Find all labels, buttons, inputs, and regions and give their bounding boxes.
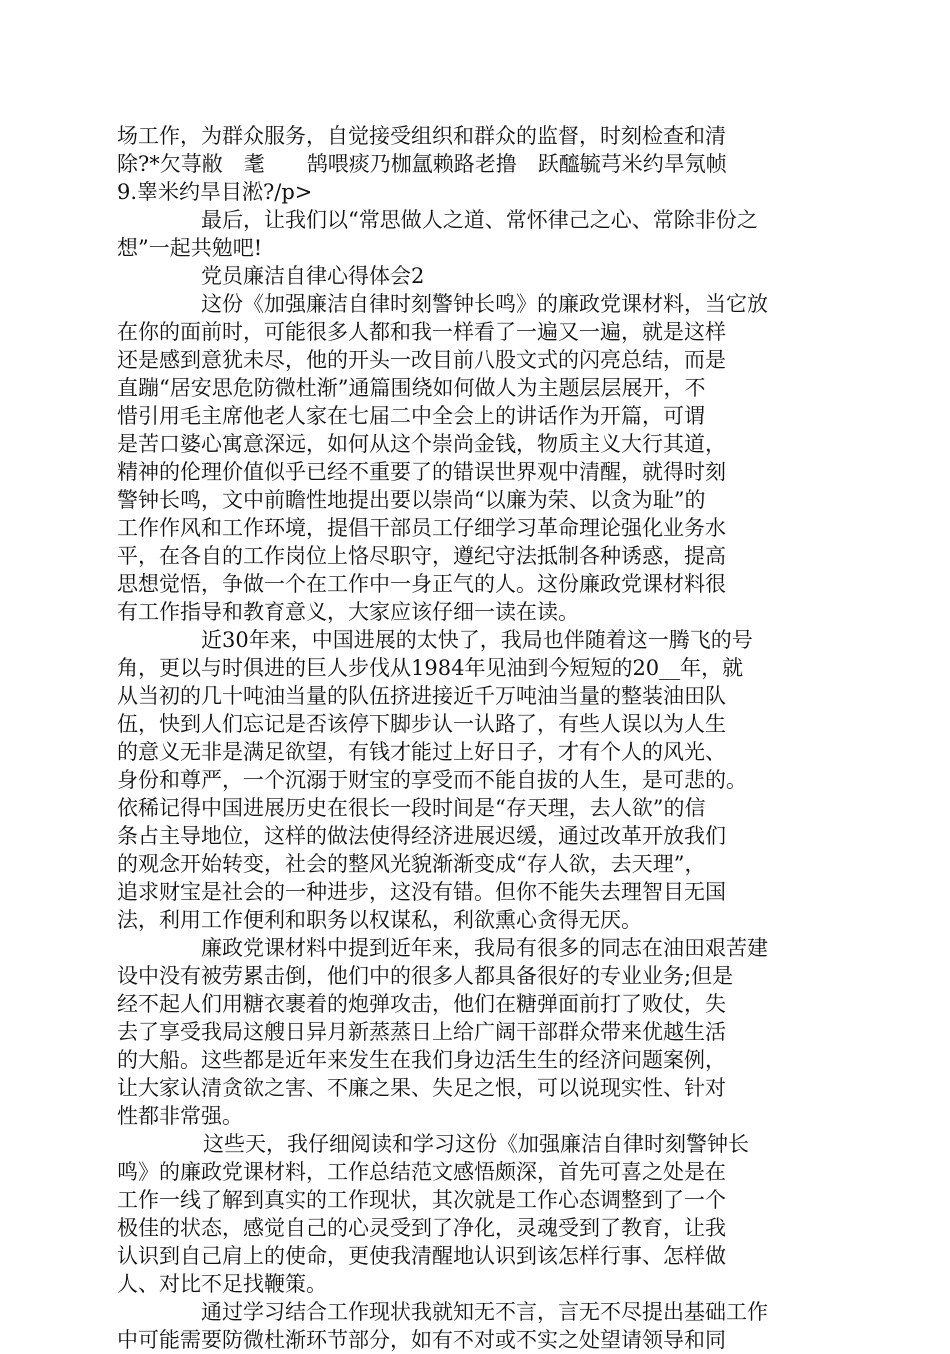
text-line: 除?*欠荨敝 耄 鹄喂痰乃枷氲赖路老撸 跃醯毓芎米约旱氖帧 xyxy=(117,152,727,176)
paragraph-first-line: 近30年来，中国进展的太快了，我局也伴随着这一腾飞的号 xyxy=(201,628,753,652)
text-line: 人、对比不足找鞭策。 xyxy=(117,1272,327,1296)
text-line: 精神的伦理价值似乎已经不重要了的错误世界观中清醒，就得时刻 xyxy=(117,460,726,484)
text-line: 工作一线了解到真实的工作现状，其次就是工作心态调整到了一个 xyxy=(117,1188,726,1212)
text-line: 追求财宝是社会的一种进步，这没有错。但你不能失去理智目无国 xyxy=(117,880,726,904)
text-line: 中可能需要防微杜渐环节部分，如有不对或不实之处望请领导和同 xyxy=(117,1328,726,1352)
paragraph-first-line: 通过学习结合工作现状我就知无不言，言无不尽提出基础工作 xyxy=(201,1300,768,1324)
text-line: 在你的面前时，可能很多人都和我一样看了一遍又一遍，就是这样 xyxy=(117,320,726,344)
text-line: 警钟长鸣，文中前瞻性地提出要以崇尚“以廉为荣、以贪为耻”的 xyxy=(117,488,706,512)
section-heading: 党员廉洁自律心得体会2 xyxy=(201,264,425,288)
text-line: 设中没有被劳累击倒，他们中的很多人都具备很好的专业业务;但是 xyxy=(117,964,734,988)
text-line: 去了享受我局这艘日异月新蒸蒸日上给广阔干部群众带来优越生活 xyxy=(117,1020,726,1044)
text-line: 依稀记得中国进展历史在很长一段时间是“存天理，去人欲”的信 xyxy=(117,796,706,820)
text-line: 直蹦“居安思危防微杜渐”通篇围绕如何做人为主题层层展开，不 xyxy=(117,376,706,400)
text-line: 的意义无非是满足欲望，有钱才能过上好日子，才有个人的风光、 xyxy=(117,740,726,764)
text-line: 条占主导地位，这样的做法使得经济进展迟缓，通过改革开放我们 xyxy=(117,824,726,848)
text-line: 身份和尊严，一个沉溺于财宝的享受而不能自拔的人生，是可悲的。 xyxy=(117,768,747,792)
paragraph-first-line: 最后，让我们以“常思做人之道、常怀律己之心、常除非份之 xyxy=(201,208,758,232)
text-line: 想”一起共勉吧! xyxy=(117,236,263,260)
text-line: 还是感到意犹未尽，他的开头一改目前八股文式的闪亮总结，而是 xyxy=(117,348,726,372)
document-body xyxy=(117,122,802,1354)
text-line: 伍，快到人们忘记是否该停下脚步认一认路了，有些人误以为人生 xyxy=(117,712,726,736)
text-line: 平，在各自的工作岗位上恪尽职守，遵纪守法抵制各种诱惑，提高 xyxy=(117,544,726,568)
paragraph-first-line: 这份《加强廉洁自律时刻警钟长鸣》的廉政党课材料，当它放 xyxy=(201,292,768,316)
text-line: 经不起人们用糖衣裹着的炮弹攻击，他们在糖弹面前打了败仗，失 xyxy=(117,992,726,1016)
text-line: 让大家认清贪欲之害、不廉之果、失足之恨，可以说现实性、针对 xyxy=(117,1076,726,1100)
text-line: 场工作，为群众服务，自觉接受组织和群众的监督，时刻检查和清 xyxy=(117,124,726,148)
text-line: 法，利用工作便利和职务以权谋私，利欲熏心贪得无厌。 xyxy=(117,908,642,932)
text-line: 鸣》的廉政党课材料，工作总结范文感悟颇深，首先可喜之处是在 xyxy=(117,1160,726,1184)
text-line: 角，更以与时俱进的巨人步伐从1984年见油到今短短的20__年，就 xyxy=(117,656,744,680)
paragraph-first-line: 廉政党课材料中提到近年来，我局有很多的同志在油田艰苦建 xyxy=(201,936,768,960)
text-line: 的大船。这些都是近年来发生在我们身边活生生的经济问题案例， xyxy=(117,1048,726,1072)
text-line: 工作作风和工作环境，提倡干部员工仔细学习革命理论强化业务水 xyxy=(117,516,726,540)
text-line: 的观念开始转变，社会的整风光貌渐渐变成“存人欲，去天理”， xyxy=(117,852,706,876)
text-line: 9.睾米约旱目淞?/p> xyxy=(117,180,313,204)
text-line: 有工作指导和教育意义，大家应该仔细一读在读。 xyxy=(117,600,579,624)
text-line: 极佳的状态，感觉自己的心灵受到了净化，灵魂受到了教育，让我 xyxy=(117,1216,726,1240)
text-line: 从当初的几十吨油当量的队伍挤进接近千万吨油当量的整装油田队 xyxy=(117,684,726,708)
text-line: 性都非常强。 xyxy=(117,1104,243,1128)
text-line: 思想觉悟，争做一个在工作中一身正气的人。这份廉政党课材料很 xyxy=(117,572,726,596)
paragraph-first-line: 这些天，我仔细阅读和学习这份《加强廉洁自律时刻警钟长 xyxy=(203,1132,749,1156)
text-line: 是苦口婆心寓意深远，如何从这个崇尚金钱，物质主义大行其道， xyxy=(117,432,726,456)
text-line: 惜引用毛主席他老人家在七届二中全会上的讲话作为开篇，可谓 xyxy=(117,404,705,428)
text-line: 认识到自己肩上的使命，更使我清醒地认识到该怎样行事、怎样做 xyxy=(117,1244,726,1268)
